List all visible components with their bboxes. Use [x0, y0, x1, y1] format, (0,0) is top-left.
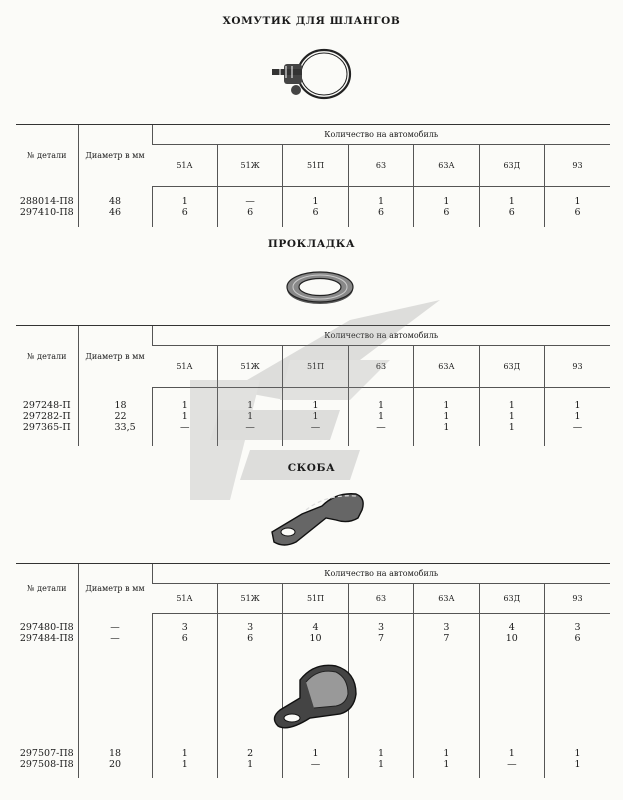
header-quantity: Количество на автомобиль — [152, 326, 610, 346]
header-part-number: № детали — [16, 564, 78, 614]
qty-cell: 1 6 — [545, 187, 610, 227]
header-diameter: Диаметр в мм — [78, 326, 152, 388]
qty-cell: 1 6 — [283, 187, 348, 227]
section-title-bracket: СКОБА — [287, 462, 336, 474]
table-row — [16, 187, 610, 227]
model-63: 63 — [348, 346, 413, 388]
model-63d: 63Д — [479, 584, 544, 614]
header-quantity: Количество на автомобиль — [152, 125, 610, 145]
parts-table-gasket — [16, 325, 610, 446]
model-63a: 63А — [414, 584, 479, 614]
model-63a: 63А — [414, 145, 479, 187]
model-51zh: 51Ж — [217, 584, 282, 614]
model-51zh: 51Ж — [217, 346, 282, 388]
model-63d: 63Д — [479, 145, 544, 187]
model-63a: 63А — [414, 346, 479, 388]
model-51a: 51А — [152, 346, 217, 388]
qty-cell: 1 1 — — [283, 388, 348, 446]
section-title-gasket: ПРОКЛАДКА — [267, 238, 356, 250]
qty-cell: 1 1 1 — [479, 388, 544, 446]
model-51p: 51П — [283, 145, 348, 187]
diameter-cell: — — — [78, 614, 152, 654]
header-diameter: Диаметр в мм — [78, 125, 152, 187]
gasket-ring-icon — [284, 268, 356, 308]
bracket-icon — [266, 488, 370, 550]
table-row — [16, 748, 610, 778]
qty-cell: 1 6 — [479, 187, 544, 227]
part-number-cell: 297480-П8 297484-П8 — [19, 621, 74, 644]
model-93: 93 — [545, 346, 610, 388]
model-93: 93 — [545, 145, 610, 187]
qty-cell: 4 10 — [479, 614, 544, 654]
qty-cell: 1 6 — [414, 187, 479, 227]
qty-cell: 4 10 — [283, 614, 348, 654]
table-row — [16, 388, 610, 446]
qty-cell: 1 1 — [152, 748, 217, 778]
qty-cell: 1 1 1 — [414, 388, 479, 446]
header-diameter: Диаметр в мм — [78, 564, 152, 614]
header-part-number: № детали — [16, 125, 78, 187]
qty-cell: 1 — — [283, 748, 348, 778]
qty-cell: 1 1 — [414, 748, 479, 778]
qty-cell: 3 7 — [414, 614, 479, 654]
model-51p: 51П — [283, 346, 348, 388]
header-quantity: Количество на автомобиль — [152, 564, 610, 584]
model-51zh: 51Ж — [217, 145, 282, 187]
qty-cell: 1 6 — [348, 187, 413, 227]
qty-cell: 3 7 — [348, 614, 413, 654]
qty-cell: 1 — — [479, 748, 544, 778]
part-number-cell: 297507-П8 297508-П8 — [19, 747, 74, 770]
header-part-number: № детали — [16, 326, 78, 388]
model-51a: 51А — [152, 584, 217, 614]
hose-clamp-icon — [266, 44, 356, 106]
qty-cell: 1 1 — — [348, 388, 413, 446]
qty-cell: 3 6 — [545, 614, 610, 654]
qty-cell: 1 1 — [545, 748, 610, 778]
table-row — [16, 614, 610, 654]
qty-cell: 2 1 — [217, 748, 282, 778]
clip-bracket-icon — [270, 660, 362, 738]
model-51a: 51А — [152, 145, 217, 187]
model-63: 63 — [348, 145, 413, 187]
qty-cell: 3 6 — [217, 614, 282, 654]
model-63: 63 — [348, 584, 413, 614]
qty-cell: 1 1 — — [152, 388, 217, 446]
qty-cell: 1 1 — — [217, 388, 282, 446]
diameter-cell: 18 20 — [78, 748, 152, 778]
diameter-cell: 18 22 33,5 — [78, 388, 152, 446]
part-number-cell: 297248-П 297282-П 297365-П — [22, 400, 71, 433]
qty-cell: 3 6 — [152, 614, 217, 654]
qty-cell: 1 6 — [152, 187, 217, 227]
qty-cell: — 6 — [217, 187, 282, 227]
model-51p: 51П — [283, 584, 348, 614]
model-63d: 63Д — [479, 346, 544, 388]
section-title-clamp: ХОМУТИК ДЛЯ ШЛАНГОВ — [222, 15, 401, 27]
qty-cell: 1 1 — — [545, 388, 610, 446]
diameter-cell: 48 46 — [78, 187, 152, 227]
qty-cell: 1 1 — [348, 748, 413, 778]
parts-table-clamp — [16, 124, 610, 227]
model-93: 93 — [545, 584, 610, 614]
part-number-cell: 288014-П8 297410-П8 — [19, 195, 74, 218]
